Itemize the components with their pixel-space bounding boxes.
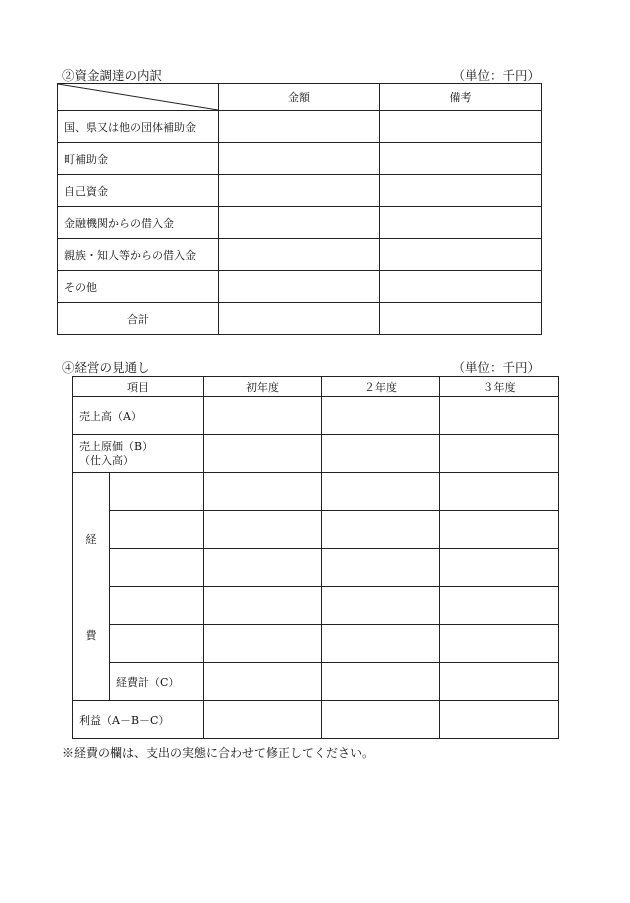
- expense-row: [73, 625, 559, 663]
- amount-cell[interactable]: [219, 143, 380, 175]
- value-cell[interactable]: [204, 549, 322, 587]
- value-cell[interactable]: [204, 663, 322, 701]
- row-label: その他: [58, 271, 219, 303]
- row-label: 親族・知人等からの借入金: [58, 239, 219, 271]
- table-row: [58, 111, 542, 143]
- table-row: [58, 239, 542, 271]
- value-cell[interactable]: [204, 625, 322, 663]
- expense-item-cell[interactable]: [110, 587, 204, 625]
- remarks-cell[interactable]: [380, 143, 542, 175]
- value-cell[interactable]: [322, 663, 440, 701]
- value-cell[interactable]: [322, 511, 440, 549]
- value-cell[interactable]: [204, 473, 322, 511]
- value-cell[interactable]: [322, 435, 440, 473]
- value-cell[interactable]: [204, 701, 322, 739]
- profit-row: [73, 701, 559, 739]
- amount-cell[interactable]: [219, 175, 380, 207]
- table-row: [58, 207, 542, 239]
- sales-label: 売上高（A）: [73, 397, 204, 435]
- value-cell[interactable]: [322, 701, 440, 739]
- diagonal-line: [58, 84, 218, 110]
- expense-row: [73, 473, 559, 511]
- expense-item-cell[interactable]: [110, 473, 204, 511]
- amount-cell[interactable]: [219, 271, 380, 303]
- remarks-cell[interactable]: [380, 207, 542, 239]
- value-cell[interactable]: [322, 397, 440, 435]
- value-cell[interactable]: [440, 701, 559, 739]
- value-cell[interactable]: [440, 511, 559, 549]
- value-cell[interactable]: [440, 397, 559, 435]
- amount-cell[interactable]: [219, 207, 380, 239]
- funding-title: ②資金調達の内訳: [62, 68, 163, 83]
- total-row: [58, 303, 542, 335]
- cost-label-line2: （仕入高）: [79, 453, 134, 467]
- outlook-unit: （単位：千円）: [452, 360, 540, 375]
- remarks-cell[interactable]: [380, 175, 542, 207]
- cost-row: [73, 435, 559, 473]
- amount-cell[interactable]: [219, 239, 380, 271]
- value-cell[interactable]: [322, 625, 440, 663]
- value-cell[interactable]: [322, 587, 440, 625]
- expense-item-cell[interactable]: [110, 511, 204, 549]
- row-label: 自己資金: [58, 175, 219, 207]
- table-row: [58, 175, 542, 207]
- value-cell[interactable]: [440, 587, 559, 625]
- year1-header: 初年度: [204, 377, 322, 397]
- funding-unit: （単位：千円）: [452, 68, 540, 83]
- outlook-table: [72, 376, 559, 739]
- expense-item-cell[interactable]: [110, 549, 204, 587]
- cost-label-line1: 売上原価（B）: [79, 439, 154, 453]
- value-cell[interactable]: [204, 511, 322, 549]
- funding-table: [57, 83, 542, 335]
- profit-label: 利益（A－B－C）: [73, 701, 204, 739]
- cost-label: [73, 435, 204, 473]
- amount-header: 金額: [219, 84, 380, 111]
- remarks-cell[interactable]: [380, 303, 542, 335]
- year2-header: ２年度: [322, 377, 440, 397]
- value-cell[interactable]: [322, 473, 440, 511]
- remarks-cell[interactable]: [380, 111, 542, 143]
- expense-char-1: 経: [85, 532, 97, 546]
- remarks-header: 備考: [380, 84, 542, 111]
- sales-row: [73, 397, 559, 435]
- value-cell[interactable]: [440, 549, 559, 587]
- value-cell[interactable]: [440, 663, 559, 701]
- value-cell[interactable]: [204, 397, 322, 435]
- year3-header: ３年度: [440, 377, 559, 397]
- row-label: 町補助金: [58, 143, 219, 175]
- value-cell[interactable]: [440, 435, 559, 473]
- value-cell[interactable]: [204, 587, 322, 625]
- table-row: [58, 143, 542, 175]
- row-label: 金融機関からの借入金: [58, 207, 219, 239]
- amount-cell[interactable]: [219, 111, 380, 143]
- expense-row: [73, 587, 559, 625]
- outlook-title: ④経営の見通し: [62, 360, 150, 375]
- value-cell[interactable]: [322, 549, 440, 587]
- amount-cell[interactable]: [219, 303, 380, 335]
- footnote: ※経費の欄は、支出の実態に合わせて修正してください。: [62, 746, 375, 760]
- expense-row: [73, 549, 559, 587]
- value-cell[interactable]: [440, 625, 559, 663]
- expense-row: [73, 511, 559, 549]
- remarks-cell[interactable]: [380, 271, 542, 303]
- value-cell[interactable]: [204, 435, 322, 473]
- item-header: 項目: [73, 377, 204, 397]
- table-row: [58, 271, 542, 303]
- diagonal-header-cell: [58, 84, 219, 111]
- remarks-cell[interactable]: [380, 239, 542, 271]
- expense-total-row: [73, 663, 559, 701]
- row-label: 国、県又は他の団体補助金: [58, 111, 219, 143]
- value-cell[interactable]: [440, 473, 559, 511]
- expense-group-label: [73, 473, 110, 701]
- expense-item-cell[interactable]: [110, 625, 204, 663]
- expense-total-label: 経費計（C）: [110, 663, 204, 701]
- total-label: 合計: [58, 303, 219, 335]
- expense-char-2: 費: [85, 628, 97, 642]
